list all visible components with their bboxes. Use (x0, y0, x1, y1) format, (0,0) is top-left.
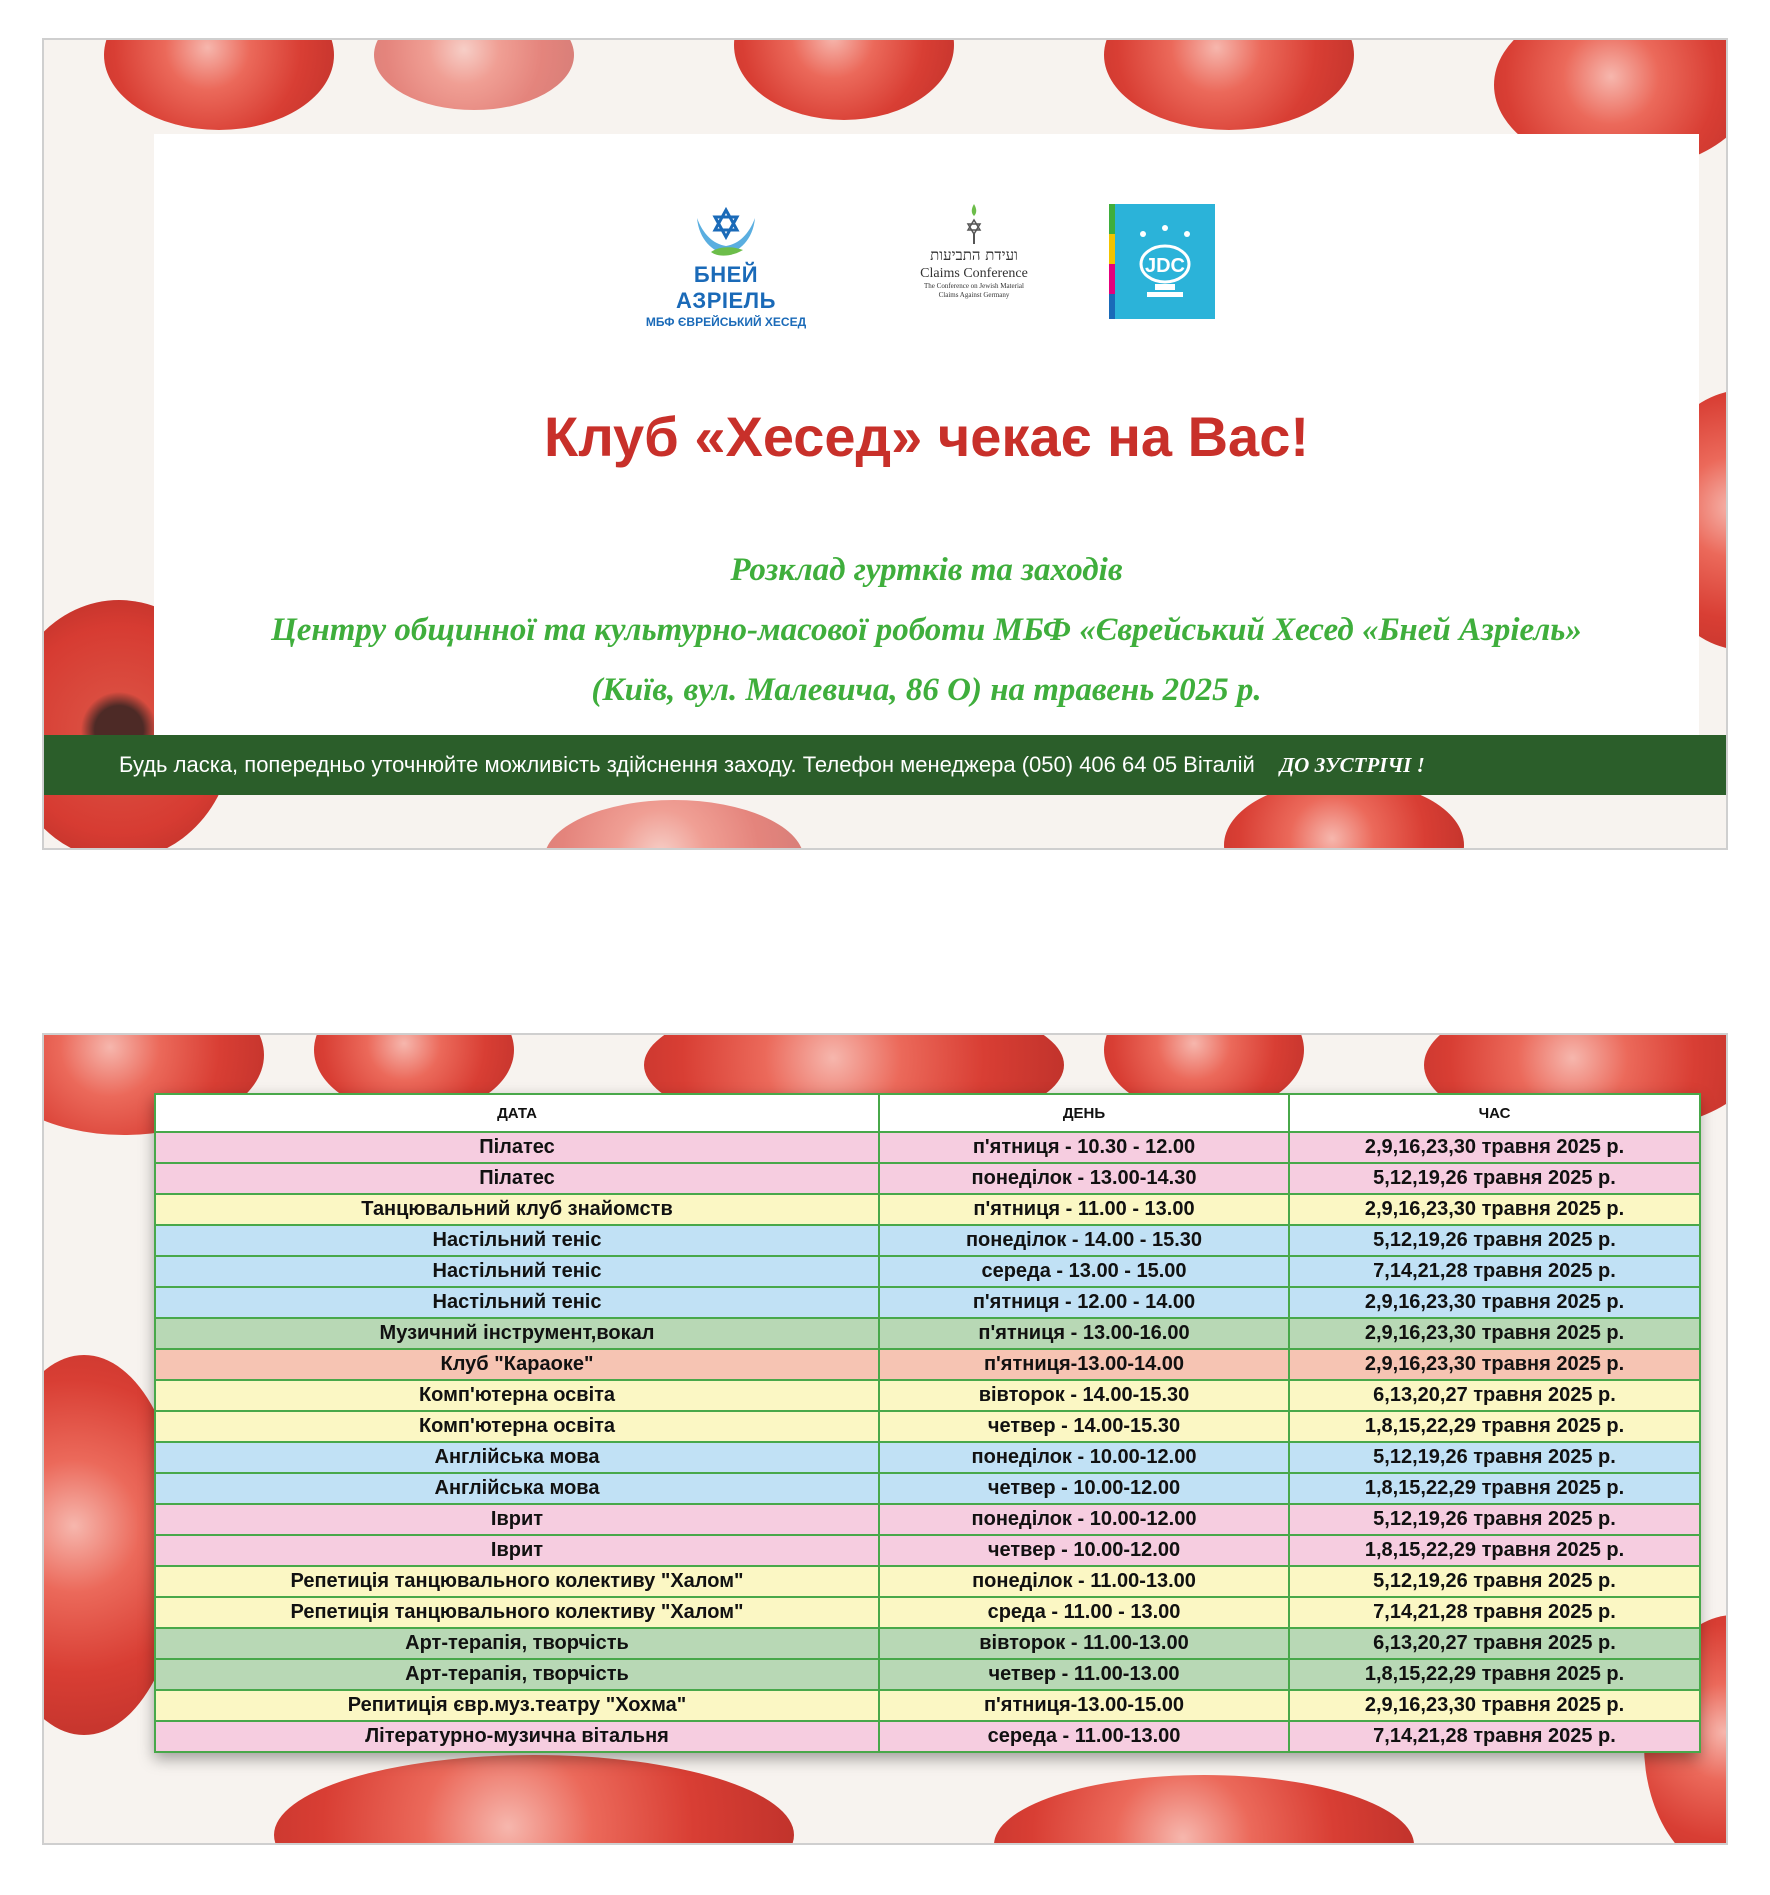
dates-cell: 7,14,21,28 травня 2025 р. (1289, 1721, 1700, 1752)
table-row (155, 1132, 1700, 1163)
day-time-cell: среда - 11.00 - 13.00 (879, 1597, 1289, 1628)
table-row (155, 1225, 1700, 1256)
activity-cell: Репетиція танцювального колективу "Халом" (155, 1597, 879, 1628)
dates-cell: 6,13,20,27 травня 2025 р. (1289, 1380, 1700, 1411)
day-time-cell: понеділок - 13.00-14.30 (879, 1163, 1289, 1194)
day-time-cell: понеділок - 10.00-12.00 (879, 1504, 1289, 1535)
activity-cell: Настільний теніс (155, 1256, 879, 1287)
claims-conference-logo (899, 204, 1049, 324)
activity-cell: Пілатес (155, 1132, 879, 1163)
page-title: Клуб «Хесед» чекає на Вас! (544, 405, 1309, 468)
table-row (155, 1318, 1700, 1349)
dates-cell: 2,9,16,23,30 травня 2025 р. (1289, 1287, 1700, 1318)
farewell-text: ДО ЗУСТРІЧІ ! (1279, 752, 1425, 777)
activity-cell: Літературно-музична вітальня (155, 1721, 879, 1752)
table-row (155, 1504, 1700, 1535)
dates-cell: 6,13,20,27 травня 2025 р. (1289, 1628, 1700, 1659)
schedule-table (154, 1093, 1699, 1753)
claims-hebrew-name: ועידת התביעות (930, 246, 1018, 264)
column-header-time: ЧАС (1289, 1094, 1700, 1132)
dates-cell: 5,12,19,26 травня 2025 р. (1289, 1442, 1700, 1473)
activity-cell: Репитиція євр.муз.театру "Хохма" (155, 1690, 879, 1721)
candle-icon (964, 204, 984, 246)
table-row (155, 1256, 1700, 1287)
table-row (155, 1411, 1700, 1442)
activity-cell: Настільний теніс (155, 1225, 879, 1256)
day-time-cell: четвер - 14.00-15.30 (879, 1411, 1289, 1442)
activity-cell: Пілатес (155, 1163, 879, 1194)
column-header-day: ДЕНЬ (879, 1094, 1289, 1132)
poppy-decoration (544, 800, 804, 850)
table-row (155, 1380, 1700, 1411)
day-time-cell: вівторок - 11.00-13.00 (879, 1628, 1289, 1659)
dates-cell: 1,8,15,22,29 травня 2025 р. (1289, 1411, 1700, 1442)
day-time-cell: п'ятниця - 11.00 - 13.00 (879, 1194, 1289, 1225)
dates-cell: 5,12,19,26 травня 2025 р. (1289, 1566, 1700, 1597)
day-time-cell: п'ятниця-13.00-15.00 (879, 1690, 1289, 1721)
poppy-decoration (274, 1755, 794, 1845)
table-row (155, 1287, 1700, 1318)
dates-cell: 1,8,15,22,29 травня 2025 р. (1289, 1473, 1700, 1504)
schedule-panel (42, 1033, 1728, 1845)
jdc-logo (1109, 204, 1215, 319)
table-row (155, 1349, 1700, 1380)
poppy-decoration (734, 38, 954, 120)
day-time-cell: четвер - 10.00-12.00 (879, 1535, 1289, 1566)
table-header-row (155, 1094, 1700, 1132)
day-time-cell: п'ятниця - 10.30 - 12.00 (879, 1132, 1289, 1163)
poppy-decoration (374, 38, 574, 110)
day-time-cell: п'ятниця - 13.00-16.00 (879, 1318, 1289, 1349)
table-row (155, 1473, 1700, 1504)
bney-azriel-name: БНЕЙ АЗРІЕЛЬ (676, 262, 776, 313)
column-header-date: ДАТА (155, 1094, 879, 1132)
table-row (155, 1690, 1700, 1721)
dates-cell: 2,9,16,23,30 травня 2025 р. (1289, 1318, 1700, 1349)
poppy-decoration (1104, 38, 1354, 130)
table-row (155, 1163, 1700, 1194)
jdc-text: JDC (1144, 255, 1186, 277)
organization-subtitle: Центру общинної та культурно-масової роботи МБФ «Єврейський Хесед «Бней Азріель» (271, 612, 1582, 648)
activity-cell: Арт-терапія, творчість (155, 1628, 879, 1659)
activity-cell: Комп'ютерна освіта (155, 1411, 879, 1442)
day-time-cell: понеділок - 10.00-12.00 (879, 1442, 1289, 1473)
day-time-cell: четвер - 11.00-13.00 (879, 1659, 1289, 1690)
dates-cell: 2,9,16,23,30 травня 2025 р. (1289, 1132, 1700, 1163)
dates-cell: 1,8,15,22,29 травня 2025 р. (1289, 1659, 1700, 1690)
bney-azriel-logo (641, 204, 811, 329)
schedule-subtitle: Розклад гуртків та заходів (730, 552, 1123, 588)
partner-logos (154, 204, 1699, 329)
contact-text: Будь ласка, попередньо уточнюйте можливість здійснення заходу. Телефон менеджера (050) 406 64 05 Віталій (119, 752, 1255, 777)
address-subtitle: (Київ, вул. Малевича, 86 О) на травень 2025 р. (591, 672, 1262, 708)
dates-cell: 5,12,19,26 травня 2025 р. (1289, 1163, 1700, 1194)
dates-cell: 5,12,19,26 травня 2025 р. (1289, 1504, 1700, 1535)
activity-cell: Англійська мова (155, 1473, 879, 1504)
activity-cell: Комп'ютерна освіта (155, 1380, 879, 1411)
day-time-cell: середа - 11.00-13.00 (879, 1721, 1289, 1752)
poppy-decoration (104, 38, 334, 130)
activity-cell: Арт-терапія, творчість (155, 1659, 879, 1690)
dates-cell: 2,9,16,23,30 травня 2025 р. (1289, 1690, 1700, 1721)
table-row (155, 1628, 1700, 1659)
dates-cell: 7,14,21,28 травня 2025 р. (1289, 1597, 1700, 1628)
dates-cell: 5,12,19,26 травня 2025 р. (1289, 1225, 1700, 1256)
table-row (155, 1535, 1700, 1566)
dates-cell: 2,9,16,23,30 травня 2025 р. (1289, 1194, 1700, 1225)
table-row (155, 1597, 1700, 1628)
claims-tagline-2: Claims Against Germany (938, 291, 1010, 299)
poppy-decoration (994, 1775, 1414, 1845)
activity-cell: Іврит (155, 1504, 879, 1535)
day-time-cell: понеділок - 11.00-13.00 (879, 1566, 1289, 1597)
day-time-cell: вівторок - 14.00-15.30 (879, 1380, 1289, 1411)
day-time-cell: п'ятниця - 12.00 - 14.00 (879, 1287, 1289, 1318)
activity-cell: Репетиція танцювального колективу "Халом" (155, 1566, 879, 1597)
day-time-cell: середа - 13.00 - 15.00 (879, 1256, 1289, 1287)
table-row (155, 1721, 1700, 1752)
table-row (155, 1566, 1700, 1597)
activity-cell: Музичний інструмент,вокал (155, 1318, 879, 1349)
activity-cell: Клуб "Караоке" (155, 1349, 879, 1380)
bney-azriel-subtitle: МБФ ЄВРЕЙСЬКИЙ ХЕСЕД (645, 315, 807, 329)
claims-name: Claims Conference (920, 266, 1028, 281)
table-row (155, 1659, 1700, 1690)
announcement-panel (42, 38, 1728, 850)
info-card (154, 134, 1699, 774)
table-row (155, 1442, 1700, 1473)
activity-cell: Іврит (155, 1535, 879, 1566)
activity-cell: Настільний теніс (155, 1287, 879, 1318)
day-time-cell: понеділок - 14.00 - 15.30 (879, 1225, 1289, 1256)
table-row (155, 1194, 1700, 1225)
dates-cell: 2,9,16,23,30 травня 2025 р. (1289, 1349, 1700, 1380)
dates-cell: 7,14,21,28 травня 2025 р. (1289, 1256, 1700, 1287)
day-time-cell: п'ятниця-13.00-14.00 (879, 1349, 1289, 1380)
activity-cell: Англійська мова (155, 1442, 879, 1473)
contact-banner (44, 735, 1726, 795)
star-of-david-icon (691, 204, 761, 258)
claims-tagline-1: The Conference on Jewish Material (924, 282, 1024, 290)
dates-cell: 1,8,15,22,29 травня 2025 р. (1289, 1535, 1700, 1566)
day-time-cell: четвер - 10.00-12.00 (879, 1473, 1289, 1504)
activity-cell: Танцювальний клуб знайомств (155, 1194, 879, 1225)
